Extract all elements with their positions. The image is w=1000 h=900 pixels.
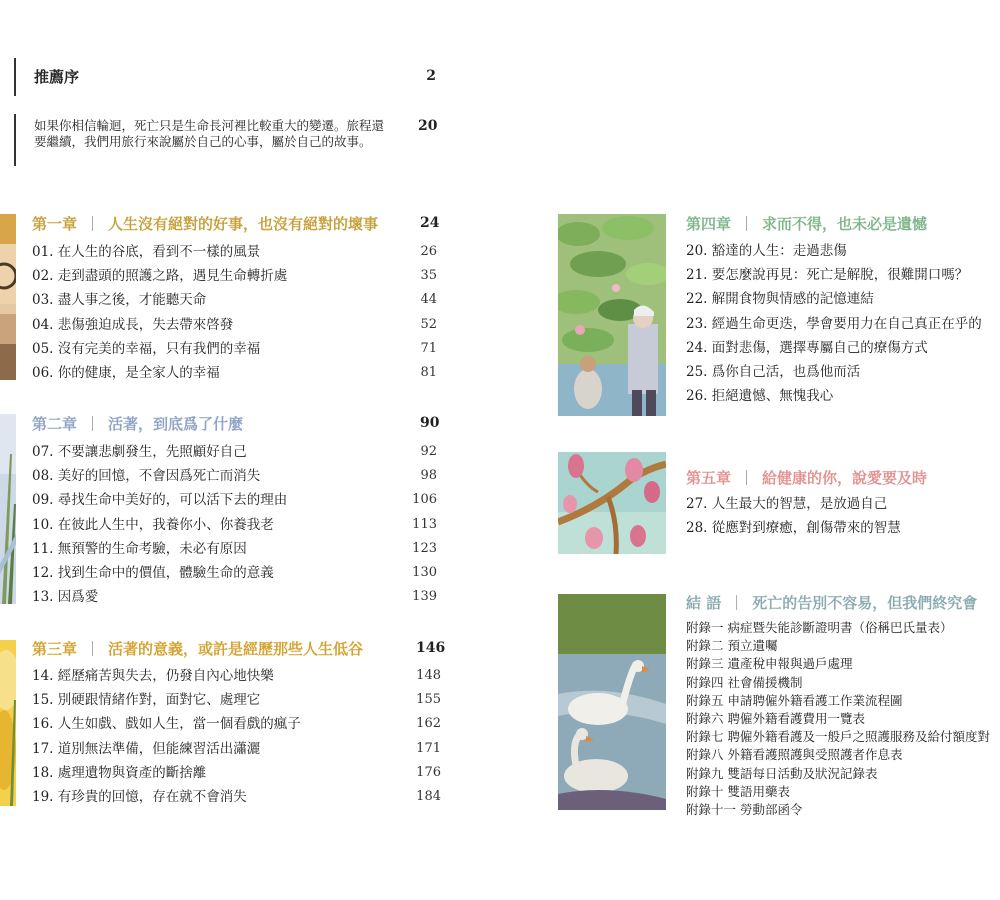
list-item[interactable]	[686, 263, 1000, 287]
item-page: 139	[412, 589, 437, 605]
item-page: 35	[420, 268, 437, 284]
list-item[interactable]	[32, 785, 441, 809]
item-title: 04. 悲傷強迫成長，失去帶來啓發	[32, 316, 234, 333]
chapter-4-list	[686, 239, 1000, 408]
item-title: 03. 盡人事之後，才能聽天命	[32, 292, 207, 309]
list-item[interactable]	[686, 287, 1000, 311]
item-page: 113	[412, 516, 437, 532]
preface-title: 推薦序	[34, 68, 80, 86]
chapter-1-list	[32, 240, 437, 385]
list-item[interactable]	[32, 561, 437, 585]
item-title: 01. 在人生的谷底，看到不一樣的風景	[32, 244, 261, 260]
item-title: 13. 因爲愛	[32, 589, 99, 606]
list-item[interactable]	[32, 337, 437, 361]
list-item[interactable]	[686, 492, 1000, 516]
chapter-2-separator: ｜	[85, 415, 101, 433]
appendix-item[interactable]: 附錄九 雙語每日活動及狀況記錄表	[686, 765, 878, 781]
item-page: 171	[416, 740, 441, 756]
preface-page: 2	[426, 68, 436, 84]
chapter-3-separator: ｜	[85, 640, 101, 658]
item-page: 148	[416, 668, 441, 683]
item-title: 22. 解開食物與情感的記憶連結	[686, 291, 874, 308]
chapter-4-label: 第四章	[686, 215, 732, 233]
item-title: 12. 找到生命中的價值，體驗生命的意義	[32, 564, 274, 581]
chapter-2-title: 活著，到底爲了什麼	[108, 415, 244, 433]
item-page: 155	[416, 692, 441, 708]
item-page: 162	[416, 716, 441, 732]
item-title: 14. 經歷痛苦與失去，仍發自內心地快樂	[32, 668, 274, 684]
item-title: 09. 尋找生命中美好的，可以活下去的理由	[32, 492, 288, 509]
list-item[interactable]	[32, 313, 437, 337]
chapter-3-page: 146	[416, 640, 446, 656]
item-title: 27. 人生最大的智慧，是放過自己	[686, 496, 888, 512]
item-title: 19. 有珍貴的回憶，存在就不會消失	[32, 788, 247, 805]
item-page: 106	[412, 492, 437, 508]
chapter-1-separator: ｜	[85, 215, 101, 233]
item-page: 71	[420, 340, 437, 356]
chapter-1-title: 人生沒有絕對的好事，也沒有絕對的壞事	[108, 215, 379, 233]
list-item[interactable]	[32, 264, 437, 288]
item-page: 26	[420, 244, 437, 259]
chapter-4-heading	[686, 213, 927, 234]
epilogue-separator: ｜	[729, 594, 745, 612]
item-page: 123	[412, 540, 437, 556]
chapter-1-label: 第一章	[32, 215, 78, 233]
item-title: 21. 要怎麼說再見：死亡是解脫，很難開口嗎？	[686, 267, 969, 284]
item-page: 184	[416, 788, 441, 804]
item-title: 06. 你的健康，是全家人的幸福	[32, 364, 220, 381]
item-title: 16. 人生如戲、戲如人生，當一個看戲的瘋子	[32, 716, 301, 733]
appendix-item[interactable]: 附錄二 預立遺囑	[686, 638, 778, 654]
chapter-5-heading	[686, 467, 927, 488]
appendix-item[interactable]: 附錄六 聘僱外籍看護費用一覽表	[686, 710, 865, 726]
chapter-4-illustration	[558, 214, 666, 416]
appendix-item[interactable]: 附錄七 聘僱外籍看護及一般戶之照護服務及給付額度對	[686, 729, 990, 745]
list-item[interactable]	[32, 712, 441, 736]
list-item[interactable]	[32, 240, 437, 264]
item-page: 98	[420, 468, 437, 484]
list-item[interactable]	[686, 239, 1000, 263]
item-title: 26. 拒絕遺憾、無愧我心	[686, 388, 834, 405]
appendix-item[interactable]: 附錄五 申請聘僱外籍看護工作業流程圖	[686, 692, 903, 708]
list-item[interactable]	[32, 488, 437, 512]
item-title: 25. 爲你自己活，也爲他而活	[686, 363, 861, 380]
item-page: 130	[412, 564, 437, 580]
item-page: 81	[420, 364, 437, 380]
chapter-5-separator: ｜	[739, 469, 755, 487]
appendix-item[interactable]: 附錄一 病症暨失能診斷證明書（俗稱巴氏量表）	[686, 620, 953, 635]
list-item[interactable]	[686, 336, 1000, 360]
chapter-1-heading	[32, 213, 378, 234]
chapter-2-illustration	[0, 414, 16, 604]
list-item[interactable]	[686, 516, 1000, 540]
appendix-list	[686, 619, 1000, 819]
list-item[interactable]	[32, 513, 437, 537]
chapter-3-illustration	[0, 640, 16, 806]
item-page: 92	[420, 444, 437, 459]
item-title: 17. 道別無法準備，但能練習活出瀟灑	[32, 740, 261, 757]
list-item[interactable]	[32, 361, 437, 385]
list-item[interactable]	[32, 288, 437, 312]
chapter-5-illustration	[558, 452, 666, 554]
preface-bar	[14, 58, 16, 96]
appendix-item[interactable]: 附錄十 雙語用藥表	[686, 783, 790, 799]
list-item[interactable]	[32, 664, 441, 688]
list-item[interactable]	[32, 688, 441, 712]
list-item[interactable]	[32, 464, 437, 488]
chapter-3-title: 活著的意義，或許是經歷那些人生低谷	[108, 640, 364, 658]
list-item[interactable]	[686, 312, 1000, 336]
epilogue-heading	[686, 592, 977, 613]
item-page: 52	[420, 316, 437, 332]
item-title: 07. 不要讓悲劇發生，先照顧好自己	[32, 444, 247, 460]
intro-bar	[14, 114, 16, 166]
item-title: 18. 處理遺物與資產的斷捨離	[32, 764, 207, 781]
epilogue-label: 結 語	[686, 594, 722, 612]
chapter-5-title: 給健康的你，說愛要及時	[762, 469, 928, 487]
intro-text: 如果你相信輪迴，死亡只是生命長河裡比較重大的變遷。旅程還要繼續，我們用旅行來說屬於自己的心事，屬於自己的故事。	[34, 118, 385, 149]
appendix-item[interactable]: 附錄十一 勞動部函令	[686, 801, 803, 817]
appendix-item[interactable]: 附錄八 外籍看護照護與受照護者作息表	[686, 747, 903, 763]
list-item[interactable]	[32, 737, 441, 761]
chapter-2-heading	[32, 413, 243, 434]
chapter-4-title: 求而不得，也未必是遺憾	[762, 215, 928, 233]
item-title: 05. 沒有完美的幸福，只有我們的幸福	[32, 340, 261, 357]
item-title: 15. 別硬跟情緒作對，面對它、處理它	[32, 692, 261, 709]
chapter-2-label: 第二章	[32, 415, 78, 433]
list-item[interactable]	[32, 761, 441, 785]
chapter-1-illustration	[0, 214, 16, 380]
item-title: 24. 面對悲傷，選擇專屬自己的療傷方式	[686, 339, 928, 356]
appendix-item[interactable]: 附錄三 遺產稅申報與過戶處理	[686, 656, 853, 672]
epilogue-illustration	[558, 594, 666, 810]
chapter-3-label: 第三章	[32, 640, 78, 658]
list-item[interactable]	[32, 585, 437, 609]
intro-page: 20	[418, 118, 438, 134]
appendix-item[interactable]: 附錄四 社會備援機制	[686, 674, 803, 690]
chapter-3-heading	[32, 638, 363, 659]
item-title: 11. 無預警的生命考驗，未必有原因	[32, 540, 247, 557]
item-title: 10. 在彼此人生中，我養你小、你養我老	[32, 516, 274, 533]
list-item[interactable]	[686, 360, 1000, 384]
item-page: 176	[416, 764, 441, 780]
chapter-2-page: 90	[420, 415, 440, 431]
epilogue-title: 死亡的告別不容易，但我們終究會	[752, 594, 978, 612]
list-item[interactable]	[32, 440, 437, 464]
chapter-3-list	[32, 664, 441, 809]
item-title: 23. 經過生命更迭，學會要用力在自己真正在乎的	[686, 315, 982, 332]
item-page: 44	[420, 292, 437, 308]
chapter-1-page: 24	[420, 215, 440, 231]
chapter-2-list	[32, 440, 437, 609]
list-item[interactable]	[32, 537, 437, 561]
item-title: 08. 美好的回憶，不會因爲死亡而消失	[32, 468, 261, 485]
chapter-5-label: 第五章	[686, 469, 732, 487]
chapter-5-list	[686, 492, 1000, 540]
item-title: 28. 從應對到療癒，創傷帶來的智慧	[686, 520, 901, 537]
list-item[interactable]	[686, 384, 1000, 408]
chapter-4-separator: ｜	[739, 215, 755, 233]
item-title: 20. 豁達的人生：走過悲傷	[686, 243, 847, 259]
item-title: 02. 走到盡頭的照護之路，遇見生命轉折處	[32, 268, 288, 285]
